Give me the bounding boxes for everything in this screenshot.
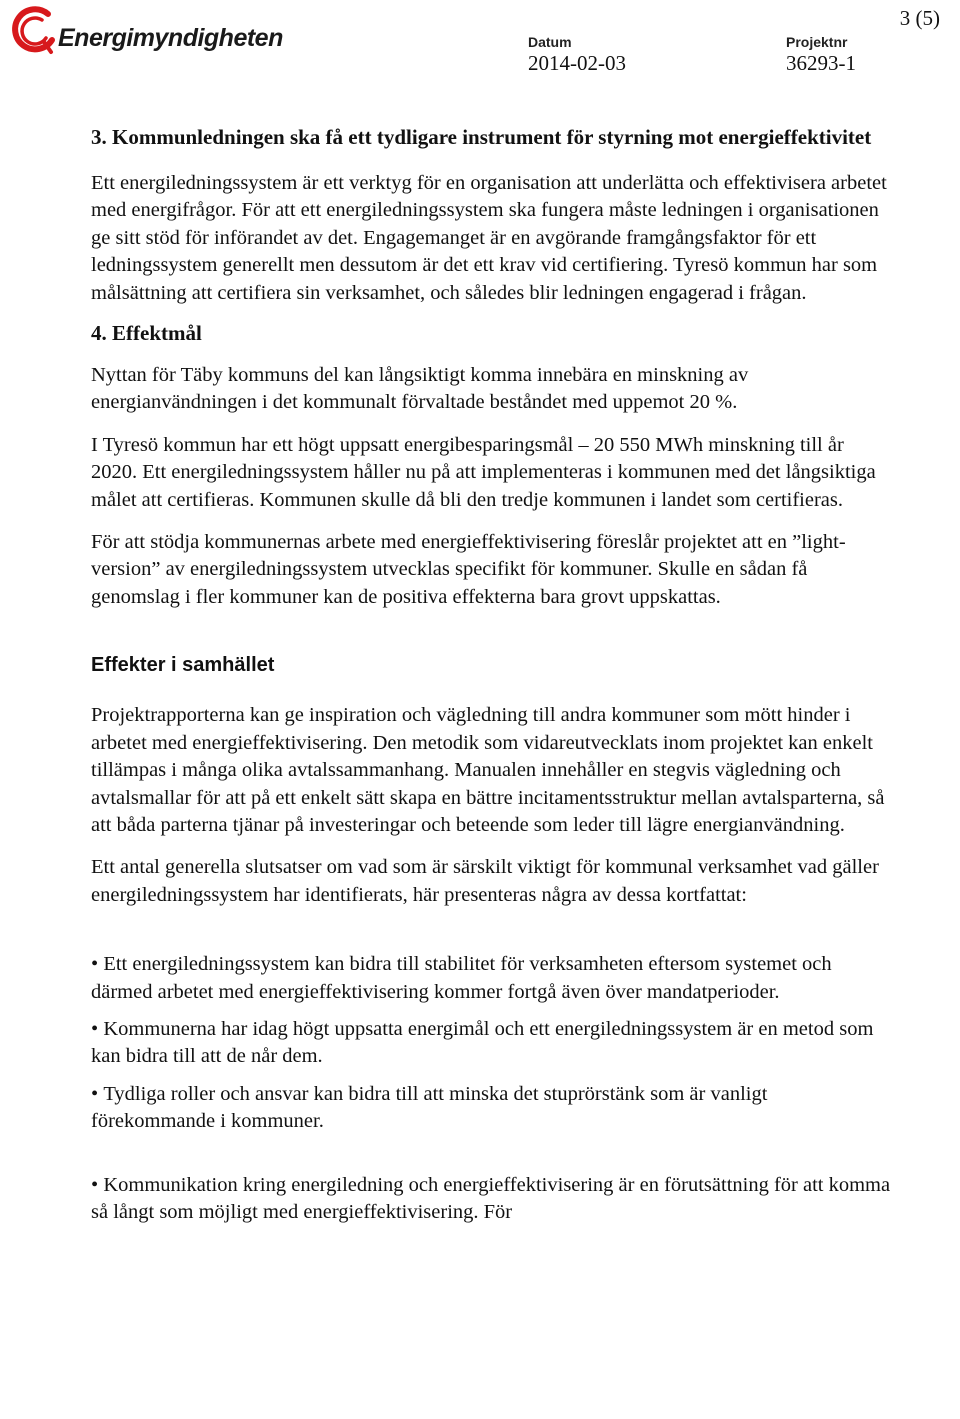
effects-heading: Effekter i samhället	[91, 654, 275, 677]
project-number-value: 36293-1	[786, 51, 856, 75]
energimyndigheten-logo	[4, 2, 283, 62]
date-label: Datum	[528, 34, 572, 50]
section-4-paragraph-1: Nyttan för Täby kommuns del kan långsiktigt komma innebära en minskning av energianvändningen i det kommunalt förvaltade beståndet med uppemot 20 %.	[91, 364, 749, 414]
logo-text: Energimyndigheten	[58, 24, 283, 52]
page-number: 3 (5)	[899, 6, 940, 30]
bullet-item: • Kommunerna har idag högt uppsatta energimål och ett energiledningssystem är en metod som kan bidra till att de når dem.	[91, 1016, 891, 1071]
effects-paragraph-1: Projektrapporterna kan ge inspiration och vägledning till andra kommuner som mött hinder i arbetet med energieffektivisering. Den metodik som vidareutvecklats inom projektet kan enkelt tillämpas i många olika avtalssammanhang. Manualen innehåller en stegvis vägledning och avtalsmallar för att på ett enkelt sätt skapa en bättre incitamentsstruktur mellan avtalsparterna, så att båda parterna tjänar på investeringar och beteende som leder till lägre energianvändning.	[91, 704, 885, 836]
bullet-item: • Tydliga roller och ansvar kan bidra till att minska det stuprörstänk som är vanligt förekommande i kommuner.	[91, 1081, 891, 1136]
date-value: 2014-02-03	[528, 51, 626, 75]
document-body	[91, 124, 891, 1226]
logo-swirl-icon	[4, 2, 60, 60]
project-number-label: Projektnr	[786, 34, 848, 50]
page-header	[0, 0, 960, 90]
effects-paragraph-2: Ett antal generella slutsatser om vad som är särskilt viktigt för kommunal verksamhet vad gäller energiledningssystem har identifierats, här presenteras några av dessa kortfattat:	[91, 856, 879, 906]
section-4-heading: 4. Effektmål	[91, 321, 202, 346]
section-3-paragraph: Ett energiledningssystem är ett verktyg för en organisation att underlätta och effektivisera arbetet med energifrågor. För att ett energiledningssystem ska fungera måste ledningen i organisationen ge sitt stöd för införandet av det. Engagemanget är en avgörande framgångsfaktor för ett ledningssystem generellt men dessutom är det ett krav vid certifiering. Tyresö kommun har som målsättning att certifiera sin verksamhet, och således blir ledningen engagerad i frågan.	[91, 172, 887, 304]
section-4-paragraph-2: I Tyresö kommun har ett högt uppsatt energibesparingsmål – 20 550 MWh minskning till år 2020. Ett energiledningssystem håller nu på att implementeras i kommunen med det långsiktiga målet att certifieras. Kommunen skulle då bli den tredje kommunen i landet som certifieras.	[91, 433, 876, 511]
section-3-heading: 3. Kommunledningen ska få ett tydligare instrument för styrning mot energieffektivitet	[91, 125, 872, 149]
section-4-paragraph-3: För att stödja kommunernas arbete med energieffektivisering föreslår projektet att en ”light-version” av energiledningssystem utvecklas specifikt för kommuner. Skulle en sådan få genomslag i fler kommuner kan de positiva effekterna bara grovt uppskattas.	[91, 531, 846, 608]
bullet-item: • Ett energiledningssystem kan bidra till stabilitet för verksamheten eftersom systemet och därmed arbetet med energieffektivisering kommer fortgå även över mandatperioder.	[91, 951, 891, 1006]
bullet-item: • Kommunikation kring energiledning och energieffektivisering är en förutsättning för att komma så långt som möjligt med energieffektivisering. För	[91, 1172, 891, 1227]
